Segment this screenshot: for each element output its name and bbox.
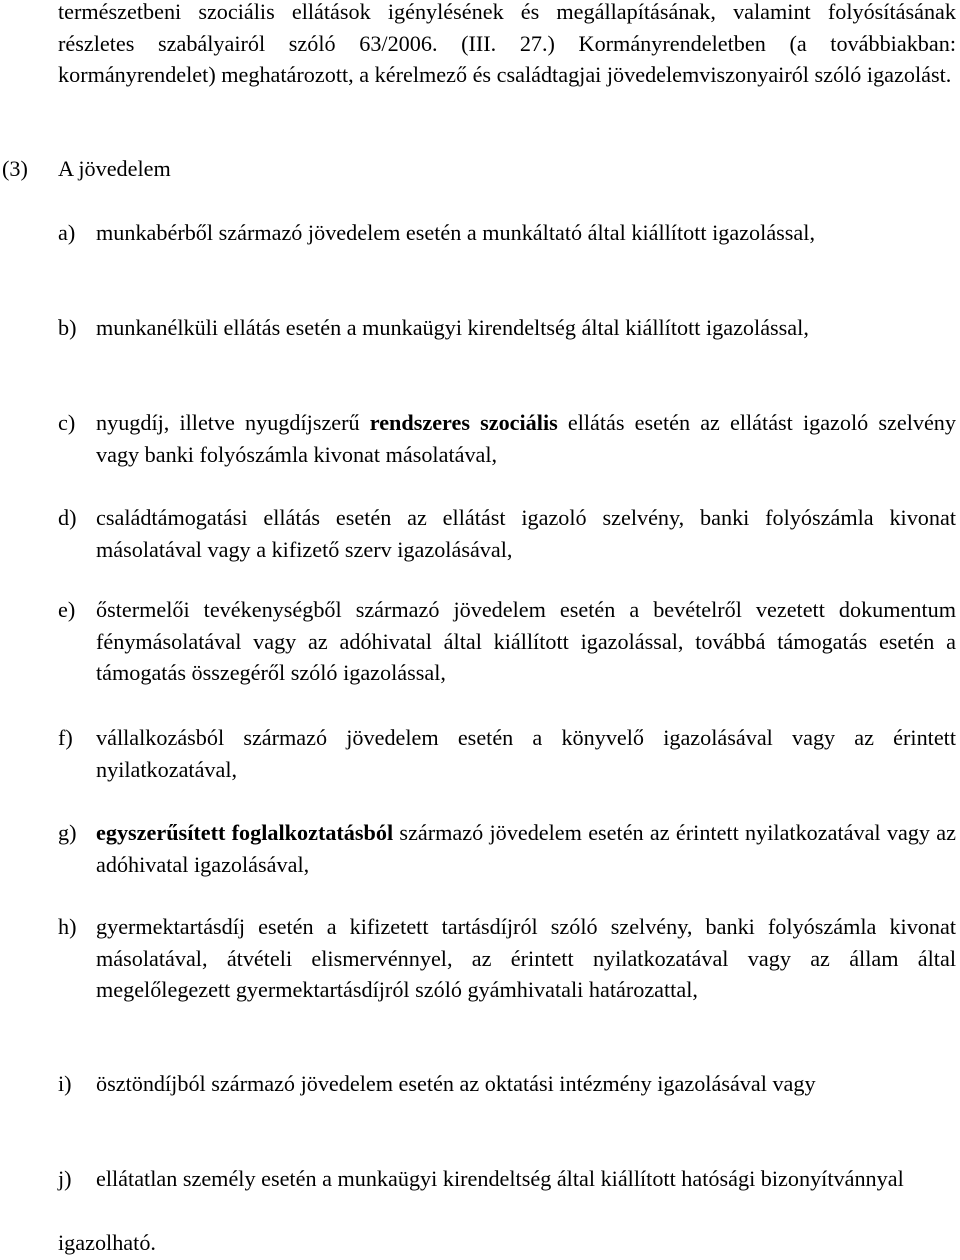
list-item-text-part: ellátás esetén az ellátást igazoló szelvény vagy banki folyószámla kivonat másolatával, <box>96 410 956 467</box>
list-item-a <box>58 217 956 249</box>
list-item-i <box>58 1068 956 1100</box>
list-item-text: őstermelői tevékenységből származó jövedelem esetén a bevételről vezetett dokumentum fénymásolatával vagy az adóhivatal által kiállított igazolással, továbbá támogatás esetén a támogatás összegéről szóló igazolással, <box>96 597 956 685</box>
list-item-c <box>58 407 956 470</box>
list-item-j <box>58 1163 956 1195</box>
list-item-label: c) <box>58 410 76 435</box>
list-item-label: a) <box>58 220 76 245</box>
list-item-g <box>58 817 956 880</box>
list-item-text <box>96 817 956 880</box>
list-item-label: b) <box>58 315 77 340</box>
closing-text: igazolható. <box>58 1230 156 1255</box>
list-item-b <box>58 312 956 344</box>
list-item-label: j) <box>58 1166 72 1191</box>
list-item-text: ellátatlan személy esetén a munkaügyi kirendeltség által kiállított hatósági bizonyítvánnyal <box>96 1166 904 1191</box>
list-item-label: g) <box>58 820 77 845</box>
list-item-f <box>58 722 956 785</box>
list-item-label: d) <box>58 505 77 530</box>
list-item-d <box>58 502 956 565</box>
list-item-text: gyermektartásdíj esetén a kifizetett tartásdíjról szóló szelvény, banki folyószámla kivonat másolatával, átvételi elismervénnyel, az érintett nyilatkozatával vagy az állam által megelőlegezett gyermektartásdíjról szóló gyámhivatali határozattal, <box>96 914 956 1002</box>
list-item-label: f) <box>58 725 73 750</box>
list-item-text: munkabérből származó jövedelem esetén a munkáltató által kiállított igazolással, <box>96 220 815 245</box>
list-item-label: e) <box>58 597 76 622</box>
section-title: A jövedelem <box>58 156 171 181</box>
section-number: (3) <box>2 156 28 181</box>
list-item-bold-text: rendszeres szociális <box>369 410 558 435</box>
list-item-text: családtámogatási ellátás esetén az ellátást igazoló szelvény, banki folyószámla kivonat másolatával vagy a kifizető szerv igazolásával, <box>96 505 956 562</box>
list-item-text: ösztöndíjból származó jövedelem esetén az oktatási intézmény igazolásával vagy <box>96 1071 816 1096</box>
intro-paragraph: természetbeni szociális ellátások igénylésének és megállapításának, valamint folyósításának részletes szabályairól szóló 63/2006. (III. 27.) Kormányrendeletben (a továbbiakban: kormányrendelet) meghatározott, a kérelmező és családtagjai jövedelemviszonyairól szóló igazolást. <box>58 0 956 87</box>
list-item-bold-text: egyszerűsített foglalkoztatásból <box>96 820 394 845</box>
list-item-label: h) <box>58 914 77 939</box>
list-item-text-part: származó jövedelem esetén az érintett nyilatkozatával vagy az adóhivatal igazolásával, <box>96 820 956 877</box>
section-heading <box>2 153 171 185</box>
list-item-h <box>58 911 956 1006</box>
list-item-text: munkanélküli ellátás esetén a munkaügyi kirendeltség által kiállított igazolással, <box>96 315 809 340</box>
list-item-e <box>58 594 956 689</box>
list-item-text <box>96 407 956 470</box>
list-item-text: vállalkozásból származó jövedelem esetén a könyvelő igazolásával vagy az érintett nyilatkozatával, <box>96 725 956 782</box>
list-item-label: i) <box>58 1071 72 1096</box>
list-item-text-part: nyugdíj, illetve nyugdíjszerű <box>96 410 370 435</box>
